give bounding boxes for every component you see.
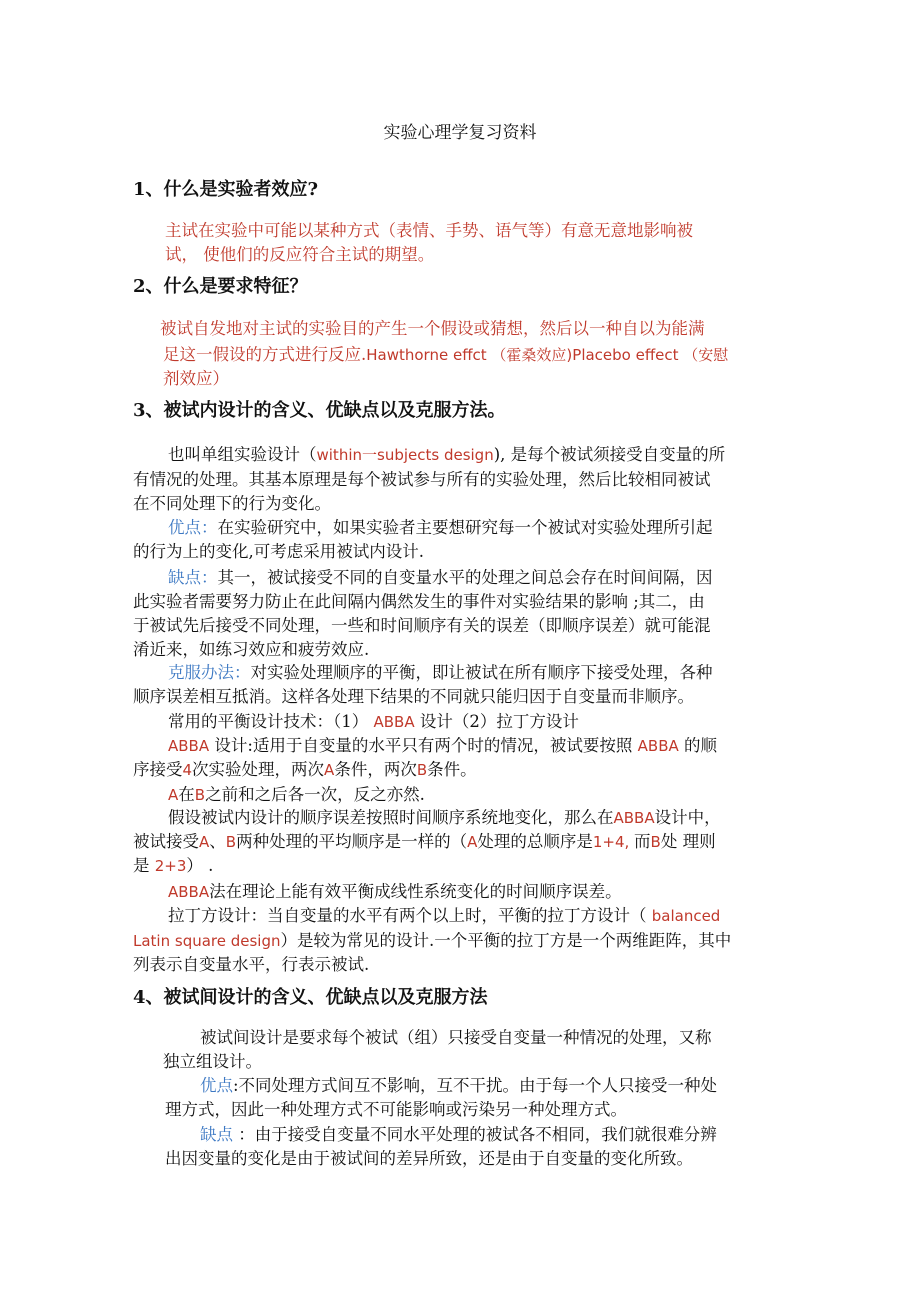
q1-heading: 1、什么是实验者效应? bbox=[133, 179, 319, 200]
q3-adv-label: 优点： bbox=[168, 518, 218, 537]
q3-assume-b3: 、 bbox=[209, 832, 226, 851]
q3-assume-c2: 2+3 bbox=[154, 857, 187, 875]
q3-abba-b5: 条件，两次 bbox=[334, 760, 417, 779]
q3-abba-a1: ABBA bbox=[168, 737, 210, 755]
q4-dis-line-2: 出因变量的变化是由于被试间的差异所致，还是由于自变量的变化所致。 bbox=[165, 1149, 693, 1168]
q3-assume-b2: A bbox=[199, 833, 210, 851]
q3-dis-line-1 bbox=[168, 566, 713, 590]
q3-dis-line-3: 于被试先后接受不同处理，一些和时间顺序有关的误差（即顺序误差）就可能混 bbox=[133, 616, 711, 635]
q3-assume-b10: B bbox=[650, 833, 661, 851]
q3-latin-a2: balanced bbox=[651, 907, 721, 925]
q3-latin-line-2 bbox=[133, 929, 731, 953]
q3-assume-line-2 bbox=[133, 830, 716, 854]
q3-abba-b6: B bbox=[416, 761, 428, 779]
q3-common-line bbox=[168, 710, 579, 734]
q4-dis-label: 缺点 bbox=[200, 1125, 239, 1144]
q3-fix-text: 对实验处理顺序的平衡，即让被试在所有顺序下接受处理，各种 bbox=[250, 663, 713, 682]
q3-abba-b3: 次实验处理，两次 bbox=[192, 760, 325, 779]
q4-adv-label: 优点 bbox=[200, 1076, 233, 1095]
q3-p1-pre: 也叫单组实验设计（ bbox=[168, 445, 317, 464]
q3-abba-line-2 bbox=[133, 758, 477, 782]
q3-latin-line-3: 列表示自变量水平，行表示被试. bbox=[133, 955, 370, 974]
q2-line-1: 被试自发地对主试的实验目的产生一个假设或猜想，然后以一种自以为能满 bbox=[160, 319, 705, 338]
q3-dis-line-2: 此实验者需要努力防止在此间隔内偶然发生的事件对实验结果的影响 ;其二，由 bbox=[133, 592, 705, 611]
q3-latin-a1: 拉丁方设计：当自变量的水平有两个以上时，平衡的拉丁方设计（ bbox=[168, 906, 652, 925]
q2-heading: 2、什么是要求特征？ bbox=[133, 276, 308, 297]
q3-assume-b5: 两种处理的平均顺序是一样的（ bbox=[236, 832, 468, 851]
q3-assume-a1: 假设被试内设计的顺序误差按照时间顺序系统地变化，那么在 bbox=[168, 808, 614, 827]
q3-ab-1: A bbox=[168, 786, 179, 804]
q2-line-3: 剂效应） bbox=[163, 369, 229, 388]
q3-adv-line-2: 的行为上的变化,可考虑采用被试内设计. bbox=[133, 542, 424, 561]
q3-dis-label: 缺点： bbox=[168, 568, 218, 587]
q3-abba-line-1 bbox=[168, 734, 717, 758]
q3-heading: 3、被试内设计的含义、优缺点以及克服方法。 bbox=[133, 400, 506, 421]
q1-line-2: 试， 使他们的反应符合主试的期望。 bbox=[165, 245, 435, 264]
q3-abba-a4: 的顺 bbox=[678, 736, 718, 755]
q3-fix-line-2: 顺序误差相互抵消。这样各处理下结果的不同就只能归因于自变量而非顺序。 bbox=[133, 687, 694, 706]
q3-assume-a2: ABBA bbox=[613, 809, 655, 827]
q3-ab-2: 在 bbox=[178, 785, 195, 804]
q2-line-2b: Hawthorne effct （霍桑效应)Placebo effect （安慰 bbox=[366, 346, 729, 364]
q3-assume-b8: 1+4, bbox=[592, 833, 635, 851]
q3-assume-b1: 被试接受 bbox=[133, 832, 199, 851]
q3-common-c: 设计（2）拉丁方设计 bbox=[414, 712, 579, 731]
q3-adv-text: 在实验研究中，如果实验者主要想研究每一个被试对实验处理所引起 bbox=[217, 518, 713, 537]
doc-title: 实验心理学复习资料 bbox=[383, 123, 537, 143]
q3-assume-b9: 而 bbox=[634, 832, 651, 851]
q3-assume-c3: ） . bbox=[186, 856, 214, 875]
q3-latin-line-1 bbox=[168, 904, 720, 928]
q3-dis-text: 其一，被试接受不同的自变量水平的处理之间总会存在时间间隔，因 bbox=[217, 568, 713, 587]
q3-ab-line bbox=[168, 783, 425, 807]
q4-dis-text: ：由于接受自变量不同水平处理的被试各不相同，我们就很难分辨 bbox=[238, 1125, 717, 1144]
q3-fix-label: 克服办法： bbox=[168, 663, 251, 682]
q3-p1-post: ), 是每个被试须接受自变量的所 bbox=[493, 445, 726, 464]
q4-heading: 4、被试间设计的含义、优缺点以及克服方法 bbox=[133, 987, 488, 1008]
q3-abba-eff2: 法在理论上能有效平衡成线性系统变化的时间顺序误差。 bbox=[209, 882, 622, 901]
q3-abba-eff1: ABBA bbox=[168, 883, 210, 901]
q3-abba-b2: 4 bbox=[182, 761, 193, 779]
q3-abba-b1: 序接受 bbox=[133, 760, 183, 779]
q3-abba-a2: 设计:适用于自变量的水平只有两个时的情况，被试要按照 bbox=[209, 736, 638, 755]
q3-latin-b2: ）是较为常见的设计.一个平衡的拉丁方是一个两维距阵，其中 bbox=[280, 931, 732, 950]
q3-common-a: 常用的平衡设计技术：（1） bbox=[168, 712, 374, 731]
q3-assume-line-1 bbox=[168, 806, 721, 830]
q3-p1-line-3: 在不同处理下的行为变化。 bbox=[133, 494, 331, 513]
q4-adv-text: :不同处理方式间互不影响，互不干扰。由于每一个人只接受一种处 bbox=[233, 1076, 718, 1095]
q3-p1-en: within一subjects design bbox=[316, 446, 494, 464]
q3-assume-a3: 设计中， bbox=[654, 808, 721, 827]
q1-line-1: 主试在实验中可能以某种方式（表情、手势、语气等）有意无意地影响被 bbox=[165, 221, 693, 240]
q3-common-b: ABBA bbox=[373, 713, 415, 731]
q4-adv-line-2: 理方式，因此一种处理方式不可能影响或污染另一种处理方式。 bbox=[165, 1100, 627, 1119]
q3-p1-line-1 bbox=[168, 443, 725, 467]
q3-latin-b1: Latin square design bbox=[133, 932, 281, 950]
q2-line-2 bbox=[163, 343, 728, 367]
q3-adv-line-1 bbox=[168, 516, 713, 540]
q3-assume-line-3 bbox=[133, 854, 213, 878]
q3-ab-3: B bbox=[194, 786, 206, 804]
q4-dis-line-1 bbox=[200, 1123, 717, 1147]
q4-p1-line-1: 被试间设计是要求每个被试（组）只接受自变量一种情况的处理，又称 bbox=[200, 1028, 712, 1047]
q3-abba-a3: ABBA bbox=[637, 737, 679, 755]
q4-p1-line-2: 独立组设计。 bbox=[163, 1052, 262, 1071]
q3-abba-b4: A bbox=[324, 761, 335, 779]
q3-assume-b11: 处 理则 bbox=[660, 832, 716, 851]
q3-abba-effect-line bbox=[168, 880, 622, 904]
q3-dis-line-4: 淆近来，如练习效应和疲劳效应. bbox=[133, 640, 370, 659]
q3-assume-b7: 处理的总顺序是 bbox=[477, 832, 593, 851]
q3-p1-line-2: 有情况的处理。其基本原理是每个被试参与所有的实验处理，然后比较相同被试 bbox=[133, 470, 711, 489]
q3-assume-b6: A bbox=[467, 833, 478, 851]
q3-abba-b7: 条件。 bbox=[427, 760, 477, 779]
q3-ab-4: 之前和之后各一次，反之亦然. bbox=[205, 785, 425, 804]
q3-assume-c1: 是 bbox=[133, 856, 155, 875]
q3-fix-line-1 bbox=[168, 661, 713, 685]
q2-line-2a: 足这一假设的方式进行反应. bbox=[163, 345, 367, 364]
q3-assume-b4: B bbox=[225, 833, 237, 851]
q4-adv-line-1 bbox=[200, 1074, 717, 1098]
